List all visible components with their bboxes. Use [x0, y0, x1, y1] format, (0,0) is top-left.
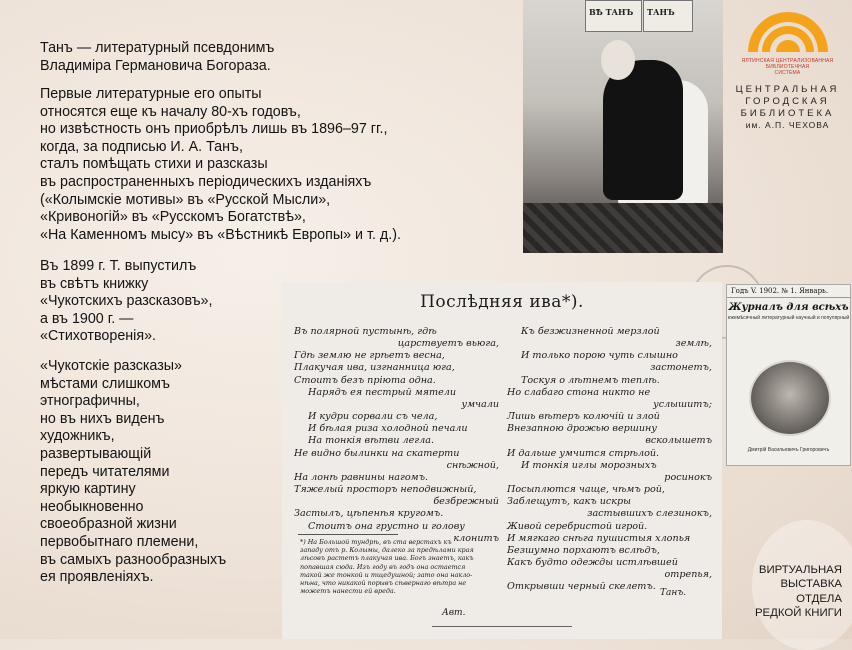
author-head — [601, 40, 635, 80]
text-line: яркую картину — [40, 481, 136, 498]
text-line: Владиміра Германовича Богораза. — [40, 57, 271, 74]
poem-right-column — [507, 326, 712, 593]
sunrise-book-icon — [738, 8, 838, 56]
poem-line: Стоитъ безъ пріюта одна. — [294, 374, 436, 386]
text-line: а въ 1900 г. — — [40, 310, 134, 327]
poem-left-column — [294, 326, 499, 545]
poem-signature: Танъ. — [660, 588, 687, 598]
poem-line: Къ безжизненной мерзлой — [521, 326, 660, 337]
text-line: «Чукотскіе разсказы» — [40, 358, 182, 374]
poem-line: Нарядъ ея пестрый мятели — [308, 386, 457, 398]
text-line: въ самыхъ разнообразныхъ — [40, 551, 227, 568]
page-rule — [432, 626, 572, 627]
poem-line: Заблещутъ, какъ искры — [507, 496, 631, 508]
author-photo — [523, 0, 723, 253]
footnote-divider — [298, 534, 398, 535]
poem-line: Застылъ, цѣпенѣя кругомъ. — [294, 508, 444, 520]
poem-title: Послѣдняя ива*). — [420, 292, 584, 312]
text-line: «Кривоногій» въ «Русскомъ Богатствѣ», — [40, 209, 306, 226]
poem-line: отрепья, — [664, 569, 712, 581]
poem-line: землѣ, — [675, 338, 712, 350]
exhibit-label-line: РЕДКОЙ КНИГИ — [754, 606, 842, 619]
poem-line: И дальше умчится стрѣлой. — [507, 447, 660, 459]
footnote-line: такой же тонкой и тщедушной; зато она накло- — [300, 570, 473, 579]
poem-line: клонитъ — [453, 532, 499, 544]
poem-line: Гдѣ землю не грѣетъ весна, — [294, 350, 445, 362]
poem-line: безбрежный — [433, 496, 499, 508]
poem-line: И бѣлая риза холодной печали — [308, 423, 468, 435]
text-line: развертывающій — [40, 445, 152, 462]
paragraph-early-works — [40, 86, 401, 244]
text-line: но извѣстность онъ приобрѣлъ лишь въ 1896–97 гг., — [40, 121, 388, 138]
text-line: когда, за подписью И. А. Танъ, — [40, 138, 243, 155]
text-line: сталъ помѣщать стихи и разсказы — [40, 156, 268, 173]
text-line: въ свѣтъ книжку — [40, 275, 149, 292]
text-line: художникъ, — [40, 428, 115, 445]
text-line: Первые литературные его опыты — [40, 86, 262, 102]
poem-line: Но слабаго стона никто не — [507, 386, 651, 398]
poem-line: Посыплются чаще, чѣмъ рой, — [507, 484, 665, 496]
footnote-line: попавшая сюда. Изъ году въ годъ она остается — [300, 562, 466, 571]
text-line: Въ 1899 г. Т. выпустилъ — [40, 258, 197, 274]
poem-line: Какъ будто одежды истлѣвшей — [507, 556, 678, 568]
poem-line: Живой серебристой игрой. — [507, 520, 648, 532]
footnote-line: западу отъ р. Колымы, далеко за предѣлами края — [300, 546, 474, 555]
poem-page — [282, 282, 722, 639]
text-line: Танъ — литературный псевдонимъ — [40, 40, 275, 56]
poem-line: Безшумно порхаютъ вслѣдъ, — [507, 544, 660, 556]
exhibit-label-line: ВЫСТАВКА — [780, 578, 842, 591]
exhibit-label — [755, 563, 842, 620]
poem-line: всколышетъ — [645, 435, 712, 447]
portrait-caption: Дмитрій Васильевичъ Григоровичъ — [747, 447, 830, 453]
text-line: («Колымскіе мотивы» въ «Русской Мысли», — [40, 191, 331, 208]
poem-line: Въ полярной пустынѣ, гдѣ — [294, 326, 437, 337]
paragraph-1899-book — [40, 258, 212, 346]
poem-line: И кудри сорвали съ чела, — [308, 411, 438, 423]
system-name-line: СИСТЕМА — [774, 70, 801, 76]
magazine-subtitle: ежемѣсячный литературный научный и популярный — [727, 315, 850, 321]
poem-line: Внезапною дрожью вершину — [507, 423, 657, 435]
poem-line: Тоскуя о лѣтнемъ теплѣ. — [521, 374, 660, 386]
library-name — [730, 84, 845, 120]
magazine-title: Журналъ для всѣхъ — [728, 302, 849, 313]
poem-line: Не видно былинки на скатерти — [294, 447, 460, 459]
paragraph-intro — [40, 40, 274, 75]
magazine-cover — [726, 284, 851, 466]
magazine-header: Годъ V. 1902. № 1. Январь. — [727, 285, 850, 298]
system-name-line: ЯЛТИНСКАЯ ЦЕНТРАЛИЗОВАННАЯ — [741, 58, 834, 64]
poem-line: Тяжелый просторъ неподвижный, — [294, 484, 477, 496]
text-line: необыкновенно — [40, 498, 144, 515]
poem-line: Открывши черный скелетъ. — [507, 581, 656, 593]
poem-line: услышитъ; — [653, 398, 712, 410]
library-name-chekhov: им. А.П. ЧЕХОВА — [745, 120, 830, 130]
exhibit-label-line: ВИРТУАЛЬНАЯ — [758, 564, 842, 576]
text-line: передъ читателями — [40, 463, 170, 480]
poem-line: застонетъ, — [650, 362, 712, 374]
author-figure — [603, 60, 683, 200]
library-name-line: БИБЛИОТЕКА — [740, 108, 835, 119]
footnote-line: лѣсовъ растетъ плакучая ива. Богъ знаетъ, какъ — [300, 554, 474, 563]
poem-line: И тонкія иглы морозныхъ — [521, 459, 657, 471]
patterned-floor — [523, 203, 723, 253]
text-line: въ распространенныхъ періодическихъ изданіяхъ — [40, 173, 372, 190]
text-line: мѣстами слишкомъ — [40, 375, 170, 392]
system-name — [730, 58, 845, 76]
text-line: «Стихотворенія». — [40, 328, 157, 345]
wall-poster — [585, 0, 642, 32]
poem-line: застывшихъ слезинокъ, — [587, 508, 712, 520]
poem-line: И только порою чуть слышно — [521, 350, 678, 362]
footnote-line: можетъ нанести ей вреда. — [300, 587, 396, 596]
footnote-line: нѣна, что никакой порывъ сѣвернаго вѣтра не — [300, 579, 467, 588]
poem-line: росинокъ — [664, 471, 712, 483]
poem-line: Стоитъ она грустно и голову — [308, 520, 465, 532]
footnote-signature: Авт. — [442, 608, 466, 618]
text-line: своеобразной жизни — [40, 516, 177, 533]
text-line: но въ нихъ виденъ — [40, 410, 165, 427]
text-line: этнографичны, — [40, 393, 140, 410]
text-line: первобытнаго племени, — [40, 533, 199, 550]
poem-line: Лишь вѣтеръ колючій и злой — [507, 411, 660, 423]
wall-poster — [643, 0, 693, 32]
library-logo — [730, 8, 845, 131]
poem-line: снѣжной, — [446, 459, 499, 471]
library-name-line: ЦЕНТРАЛЬНАЯ — [735, 84, 840, 95]
poster-title: ВѢ ТАНЪ — [589, 7, 634, 17]
library-name-line: ГОРОДСКАЯ — [745, 96, 830, 107]
text-line: «Чукотскихъ разсказовъ», — [40, 293, 213, 310]
poem-line: умчали — [461, 398, 499, 410]
poem-line: царствуетъ вьюга, — [397, 338, 499, 350]
poem-line: И мягкаго снѣга пушистыя хлопья — [507, 532, 691, 544]
poster-title: ТАНЪ — [647, 7, 675, 17]
system-name-line: БИБЛИОТЕЧНАЯ — [765, 64, 810, 70]
text-line: относятся еще къ началу 80-хъ годовъ, — [40, 103, 301, 120]
poem-footnote — [300, 538, 494, 595]
poem-line: На лонѣ равнины нагомъ. — [294, 471, 429, 483]
portrait-image — [749, 360, 831, 436]
paragraph-chukotka-stories — [40, 358, 226, 587]
footnote-line: *) На Большой тундрѣ, въ ста верстахъ къ — [300, 538, 452, 546]
poem-line: На тонкія вѣтви легла. — [308, 435, 434, 447]
poem-line: Плакучая ива, изгнанница юга, — [294, 362, 455, 374]
text-line: «На Каменномъ мысу» въ «Вѣстникѣ Европы» и т. д.). — [40, 226, 401, 243]
text-line: ея проявленіяхъ. — [40, 569, 154, 586]
exhibit-label-line: ОТДЕЛА — [796, 592, 842, 605]
